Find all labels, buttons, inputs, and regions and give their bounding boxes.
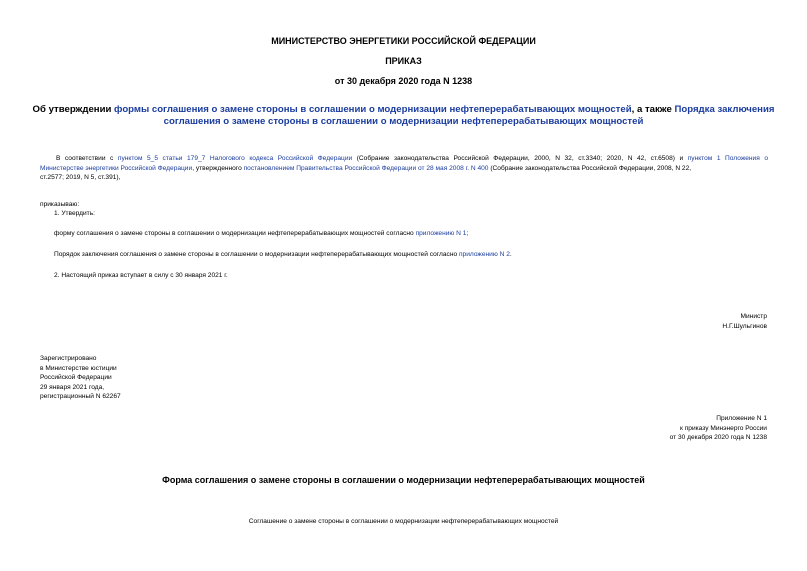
signer-position: Министр	[740, 313, 767, 320]
regulation-link[interactable]: пунктом 1 Положения о	[687, 155, 768, 162]
title-link-procedure-cont[interactable]: соглашения о замене стороны в соглашении о модернизации нефтеперерабатывающих мощностей	[163, 116, 644, 127]
doc-date-number: от 30 декабря 2020 года N 1238	[334, 76, 473, 86]
form-subtitle: Соглашение о замене стороны в соглашении о модернизации нефтеперерабатывающих мощностей	[248, 518, 559, 525]
signer-name: Н.Г.Шульгинов	[722, 322, 767, 330]
registration-line: в Министерстве юстиции	[40, 364, 117, 372]
form-approval-tail: ;	[466, 230, 469, 237]
appendix-line: к приказу Минэнерго России	[680, 424, 767, 432]
form-approval-text: форму соглашения о замене стороны в соглашении о модернизации нефтеперерабатывающих мощностей согласно	[54, 230, 416, 237]
procedure-approval-line	[54, 250, 512, 260]
doc-type-heading: ПРИКАЗ	[385, 56, 422, 66]
procedure-approval-text: Порядок заключения соглашения о замене стороны в соглашении о модернизации нефтеперерабатывающих мощностей согласно	[54, 251, 459, 258]
form-title: Форма соглашения о замене стороны в соглашении о модернизации нефтеперерабатывающих мощностей	[162, 475, 645, 485]
signature	[722, 312, 767, 331]
appendix-1-link[interactable]: приложению N 1	[415, 230, 467, 237]
registration-block	[40, 354, 121, 402]
title-prefix: Об утверждении	[32, 104, 115, 115]
document-title	[0, 104, 807, 128]
preamble-text-5: ст.2577; 2019, N 5, ст.391),	[40, 174, 121, 181]
appendix-block	[670, 414, 767, 443]
registration-line: 29 января 2021 года,	[40, 383, 105, 391]
appendix-2-link[interactable]: приложению N 2	[458, 251, 510, 258]
title-link-form[interactable]: формы соглашения о замене стороны в соглашении о модернизации нефтеперерабатывающих мощностей	[114, 104, 632, 115]
form-approval-line	[54, 229, 468, 239]
preamble-text-2: (Собрание законодательства Российской Федерации, 2000, N 32, ст.3340; 2020, N 42, ст.6508) и	[352, 155, 688, 162]
item-1: 1. Утвердить:	[54, 210, 95, 217]
procedure-approval-tail: .	[509, 251, 512, 258]
registration-line: Российской Федерации	[40, 374, 112, 381]
preamble-text-3: , утвержденного	[192, 164, 244, 172]
preamble-text-4: (Собрание законодательства Российской Федерации, 2008, N 22,	[488, 164, 692, 172]
government-decree-link[interactable]: постановлением Правительства Российской Федерации от 28 мая 2008 г. N 400	[243, 164, 489, 172]
regulation-link-cont[interactable]: Министерстве энергетики Российской Федерации	[40, 164, 193, 172]
preamble-text-1: В соответствии с	[56, 155, 118, 162]
appendix-line: от 30 декабря 2020 года N 1238	[669, 434, 767, 441]
appendix-line: Приложение N 1	[716, 415, 767, 422]
preamble	[40, 154, 768, 183]
ministry-heading: МИНИСТЕРСТВО ЭНЕРГЕТИКИ РОССИЙСКОЙ ФЕДЕРАЦИИ	[271, 36, 536, 46]
tax-code-link[interactable]: пунктом 5_5 статьи 179_7 Налогового кодекса Российской Федерации	[117, 155, 353, 162]
item-2: 2. Настоящий приказ вступает в силу с 30 января 2021 г.	[54, 272, 228, 279]
title-link-procedure[interactable]: Порядка заключения	[674, 104, 775, 115]
registration-line: регистрационный N 62267	[40, 393, 121, 400]
order-word: приказываю:	[40, 201, 80, 208]
registration-line: Зарегистрировано	[40, 355, 97, 362]
title-middle: , а также	[631, 104, 675, 115]
